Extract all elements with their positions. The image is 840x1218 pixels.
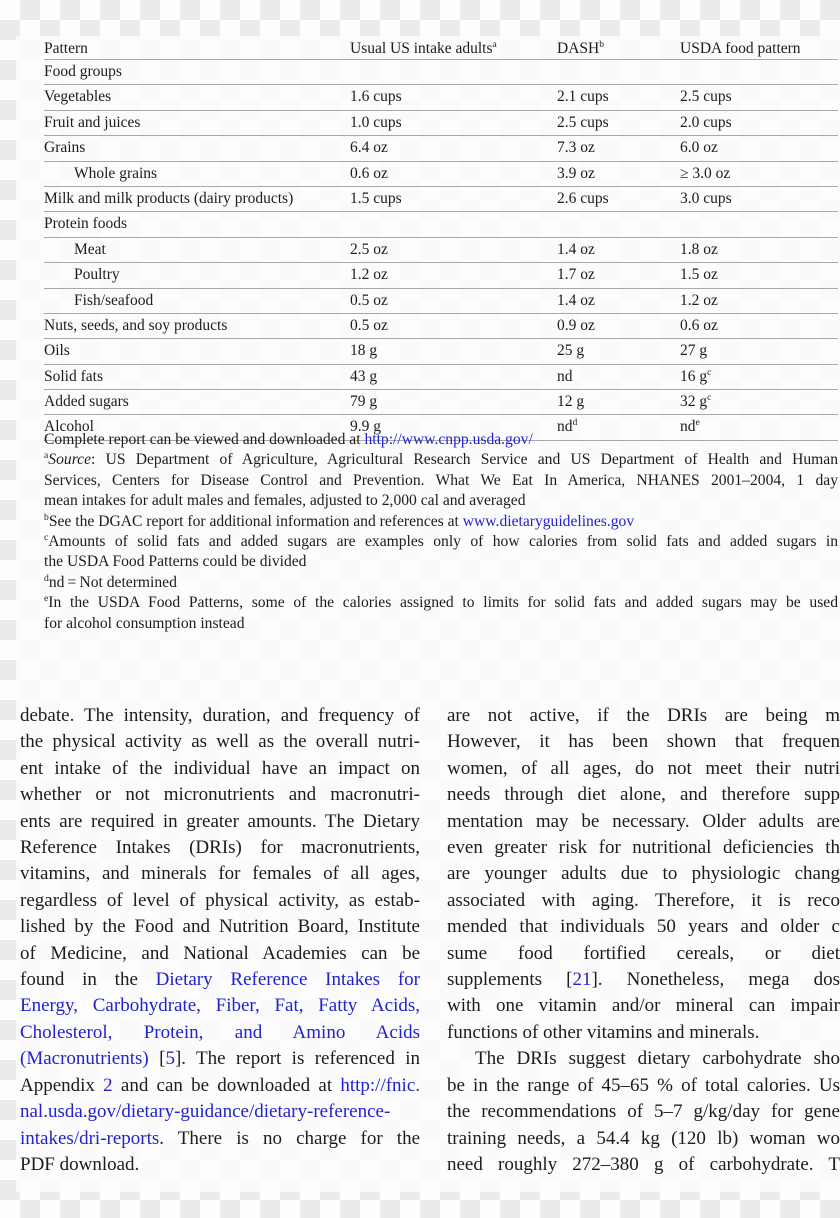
body-text-line <box>20 1152 420 1178</box>
body-text-line <box>447 967 840 993</box>
text-run: In the USDA Food Patterns, some of the calories assigned to limits for solid fats and added sugars may be used <box>48 594 838 612</box>
text-run: 2.0 cups <box>680 113 732 131</box>
table-row <box>44 390 838 415</box>
text-run: nd = Not determined <box>48 573 177 591</box>
body-text-line <box>447 782 840 808</box>
column-header <box>680 38 801 59</box>
footnote-marker: d <box>44 572 49 584</box>
text-run: 27 g <box>680 342 708 360</box>
text-run: 2.5 cups <box>557 113 609 131</box>
text-run: 1.6 cups <box>350 88 402 106</box>
body-text-line <box>20 1126 420 1152</box>
text-run: 2.1 cups <box>557 88 609 106</box>
superscript-note: b <box>599 38 604 50</box>
cell-value <box>557 339 584 363</box>
text-run: Appendix <box>20 1074 104 1096</box>
text-run: 9.9 g <box>350 418 381 436</box>
text-run: Usual US intake adults <box>350 40 493 57</box>
footnote-line <box>44 430 838 450</box>
cell-value <box>680 136 718 160</box>
text-run: for alcohol consumption instead <box>44 614 245 632</box>
row-label <box>44 162 157 186</box>
text-run: found in the <box>20 969 156 991</box>
row-label <box>44 187 293 211</box>
row-label <box>44 390 129 414</box>
text-run: mended that individuals 50 years and older c <box>447 916 840 938</box>
row-label <box>44 136 85 160</box>
column-header <box>44 38 88 59</box>
text-run: 0.5 oz <box>350 316 388 334</box>
cell-value <box>350 111 402 135</box>
text-run: Reference Intakes (DRIs) for macronutrients, <box>20 837 420 859</box>
cell-value <box>350 314 388 338</box>
text-run: debate. The intensity, duration, and frequency of <box>20 705 420 726</box>
text-run: ]. Nonetheless, mega dos <box>591 969 840 991</box>
text-run: 1.5 cups <box>350 189 402 207</box>
row-label <box>44 289 153 313</box>
text-run: 0.6 oz <box>680 316 718 334</box>
text-run: Food groups <box>44 63 122 80</box>
text-run: 43 g <box>350 367 378 385</box>
cell-value <box>350 263 388 287</box>
text-run: Added sugars <box>44 393 129 411</box>
table-row <box>44 162 838 187</box>
cell-value <box>680 289 718 313</box>
text-run: need roughly 272–380 g of carbohydrate. T <box>447 1153 840 1175</box>
cell-value <box>350 162 388 186</box>
superscript-note: e <box>695 417 700 429</box>
footnote-marker: b <box>44 511 49 523</box>
text-run: Amounts of solid fats and added sugars are examples only of how calories from solid fats and added sugars in <box>48 533 838 551</box>
hyperlink[interactable]: Cholesterol, Protein, and Amino Acids <box>20 1021 420 1043</box>
cell-value <box>350 187 402 211</box>
text-run: [ <box>148 1048 166 1070</box>
text-run: ]. The report is referenced in <box>174 1048 420 1070</box>
text-run: 1.8 oz <box>680 240 718 258</box>
body-text-line <box>20 993 420 1019</box>
column-header <box>557 38 604 59</box>
text-run: However, it has been shown that frequen <box>447 731 840 753</box>
text-run: be in the range of 45–65 % of total calories. Us <box>447 1074 840 1096</box>
body-text-line <box>20 809 420 835</box>
superscript-note: a <box>492 38 497 50</box>
table-row <box>44 85 838 110</box>
text-run: Milk and milk products (dairy products) <box>44 189 294 207</box>
text-run: 6.4 oz <box>350 139 388 157</box>
text-run: 0.6 oz <box>350 164 388 182</box>
text-run: nd <box>557 367 573 385</box>
cell-value <box>557 111 609 135</box>
hyperlink[interactable]: 5 <box>165 1048 175 1070</box>
body-text-line <box>447 756 840 782</box>
text-run: Solid fats <box>44 367 103 385</box>
text-run: 2.5 cups <box>680 88 732 106</box>
body-text-line <box>447 1099 840 1125</box>
row-label <box>44 212 127 236</box>
row-label <box>44 111 140 135</box>
row-label <box>44 238 106 262</box>
text-run: women, of all ages, do not meet their nutri <box>447 757 840 779</box>
text-run: ≥ 3.0 oz <box>680 164 731 182</box>
row-label <box>44 263 120 287</box>
text-run: are younger adults due to physiologic chang <box>447 863 840 885</box>
text-run: regardless of level of physical activity, as estab- <box>20 889 420 911</box>
cell-value <box>350 136 388 160</box>
text-run: lished by the Food and Nutrition Board, Institute <box>20 916 420 938</box>
text-run: Fish/seafood <box>74 291 154 309</box>
text-run: with one vitamin and/or mineral can impair <box>447 995 840 1017</box>
text-run: supplements [ <box>447 969 573 991</box>
text-run: Oils <box>44 342 70 360</box>
table-row <box>44 339 838 364</box>
text-run: are not active, if the DRIs are being m <box>447 705 840 726</box>
text-run: Whole grains <box>74 164 158 182</box>
hyperlink[interactable]: Dietary Reference Intakes for <box>155 969 420 991</box>
cell-value <box>350 339 377 363</box>
superscript-note: d <box>572 417 578 429</box>
table-row <box>44 289 838 314</box>
body-text-line <box>20 782 420 808</box>
table-row <box>44 187 838 212</box>
table-body <box>44 60 838 441</box>
text-run: 7.3 oz <box>557 139 595 157</box>
table-section-row <box>44 212 838 237</box>
footnote-line <box>44 491 838 511</box>
text-run: mentation may be necessary. Older adults are <box>447 810 840 832</box>
row-label <box>44 60 122 84</box>
cell-value <box>680 365 711 389</box>
text-run: Nuts, seeds, and soy products <box>44 316 228 334</box>
cell-value <box>557 365 573 389</box>
footnote-line <box>44 573 838 593</box>
table-row <box>44 111 838 136</box>
footnote-line <box>44 471 838 491</box>
text-run: nd <box>680 418 696 436</box>
footnote-marker: a <box>44 450 49 462</box>
dietary-patterns-table <box>44 38 838 441</box>
text-run: 25 g <box>557 342 585 360</box>
text-run: 1.4 oz <box>557 240 595 258</box>
body-text-line <box>447 941 840 967</box>
text-run: Meat <box>74 240 106 258</box>
text-run: 0.9 oz <box>557 316 595 334</box>
cell-value <box>557 187 609 211</box>
body-text-line <box>20 967 420 993</box>
cell-value <box>680 85 732 109</box>
text-run: and can be downloaded at <box>112 1074 341 1096</box>
body-text-line <box>20 1046 420 1072</box>
table-row <box>44 365 838 390</box>
text-run: USDA food pattern <box>680 40 801 57</box>
body-text-line <box>447 835 840 861</box>
text-run: See the DGAC report for additional information and references at <box>48 512 463 530</box>
text-run: associated with aging. Therefore, it is reco <box>447 889 840 911</box>
footnote-line <box>44 552 838 572</box>
text-run: 1.7 oz <box>557 266 595 284</box>
hyperlink[interactable]: nal.usda.gov/dietary-guidance/dietary-reference- <box>20 1101 391 1123</box>
table-row <box>44 238 838 263</box>
body-text-line <box>20 729 420 755</box>
body-text-line <box>20 1073 420 1099</box>
text-run: Vegetables <box>44 88 112 106</box>
text-run: Source <box>48 451 92 469</box>
text-run: of Medicine, and National Academies can be <box>20 942 420 964</box>
cell-value <box>557 136 595 160</box>
table-section-row <box>44 60 838 85</box>
text-run: needs through diet alone, and therefore supp <box>447 784 840 806</box>
text-run: 1.5 oz <box>680 266 718 284</box>
cell-value <box>557 314 595 338</box>
cell-value <box>350 390 377 414</box>
body-text-line <box>447 1046 840 1072</box>
text-run: Fruit and juices <box>44 113 141 131</box>
footnote-line <box>44 450 838 470</box>
cell-value <box>557 289 595 313</box>
text-run: Services, Centers for Disease Control and Prevention. What We Eat In America, NHANES 2001–2004, 1 day <box>44 471 838 489</box>
body-text-line <box>20 941 420 967</box>
body-text-line <box>447 703 840 729</box>
hyperlink[interactable]: http://fnic. <box>340 1074 421 1096</box>
cell-value <box>680 187 732 211</box>
row-label <box>44 85 111 109</box>
body-text-line <box>447 914 840 940</box>
cell-value <box>680 263 718 287</box>
body-text-line <box>447 809 840 835</box>
text-run: the recommendations of 5–7 g/kg/day for gene <box>447 1101 840 1123</box>
body-text-line <box>20 703 420 729</box>
footnote-line <box>44 614 838 634</box>
text-run: Grains <box>44 139 86 157</box>
footnote-marker: e <box>44 593 49 605</box>
text-run: vitamins, and minerals for females of all ages, <box>20 863 420 885</box>
table-row <box>44 263 838 288</box>
text-run: . There is no charge for the <box>159 1127 420 1149</box>
cell-value <box>557 238 595 262</box>
body-text-line <box>20 888 420 914</box>
cell-value <box>350 289 388 313</box>
text-run: ents are required in greater amounts. The Dietary <box>20 810 420 832</box>
text-run: functions of other vitamins and minerals. <box>447 1021 760 1043</box>
body-text-line <box>447 1020 840 1046</box>
text-run: 12 g <box>557 393 585 411</box>
footnote-line <box>44 593 838 613</box>
body-text-line <box>447 861 840 887</box>
cell-value <box>680 339 707 363</box>
cell-value <box>350 85 402 109</box>
body-text-line <box>447 1073 840 1099</box>
cell-value <box>680 238 718 262</box>
superscript-note: c <box>707 391 712 403</box>
body-text-left-column <box>20 703 420 1178</box>
body-text-line <box>447 1126 840 1152</box>
text-run: nd <box>557 418 573 436</box>
hyperlink[interactable]: Energy, Carbohydrate, Fiber, Fat, Fatty Acids, <box>20 995 420 1017</box>
body-text-line <box>20 1020 420 1046</box>
text-run: 79 g <box>350 393 378 411</box>
table-footnotes <box>44 430 838 634</box>
text-run: Complete report can be viewed and downloaded at <box>44 431 365 448</box>
hyperlink[interactable]: (Macronutrients) <box>20 1048 149 1070</box>
footnote-marker: c <box>44 531 49 543</box>
body-text-line <box>20 861 420 887</box>
text-run: 1.2 oz <box>350 266 388 284</box>
text-run: mean intakes for adult males and females, adjusted to 2,000 cal and averaged <box>44 492 526 510</box>
text-run: PDF download. <box>20 1153 140 1175</box>
text-run: Pattern <box>44 40 88 57</box>
text-run: The DRIs suggest dietary carbohydrate sho <box>475 1048 840 1070</box>
text-run: 32 g <box>680 393 708 411</box>
cell-value <box>557 162 595 186</box>
footnote-line <box>44 532 838 552</box>
text-run: even greater risk for nutritional deficiencies th <box>447 837 840 859</box>
text-run: 1.0 cups <box>350 113 402 131</box>
text-run: 16 g <box>680 367 708 385</box>
text-run: training needs, a 54.4 kg (120 lb) woman wo <box>447 1127 840 1149</box>
table-row <box>44 136 838 161</box>
text-run: Poultry <box>74 266 120 284</box>
text-run: Alcohol <box>44 418 94 436</box>
text-run: sume food fortified cereals, or diet <box>447 942 840 964</box>
cell-value <box>680 314 718 338</box>
text-run: the physical activity as well as the overall nutri- <box>20 731 420 753</box>
body-text-line <box>20 756 420 782</box>
hyperlink[interactable]: 21 <box>572 969 592 991</box>
text-run: ent intake of the individual have an impact on <box>20 757 420 779</box>
table-header-row <box>44 38 838 60</box>
body-text-line <box>20 1099 420 1125</box>
body-text-line <box>447 888 840 914</box>
body-text-line <box>447 1152 840 1178</box>
body-text-right-column <box>447 703 840 1178</box>
hyperlink[interactable]: intakes/dri-reports <box>20 1127 160 1149</box>
hyperlink[interactable]: 2 <box>103 1074 113 1096</box>
text-run: DASH <box>557 40 600 57</box>
text-run: whether or not micronutrients and macronutri- <box>20 784 420 806</box>
text-run: 2.6 cups <box>557 189 609 207</box>
text-run: 1.2 oz <box>680 291 718 309</box>
text-run: 0.5 oz <box>350 291 388 309</box>
text-run: Protein foods <box>44 215 128 233</box>
cell-value <box>680 111 732 135</box>
cell-value <box>557 85 609 109</box>
text-run: 1.4 oz <box>557 291 595 309</box>
text-run: 2.5 oz <box>350 240 388 258</box>
footnote-line <box>44 512 838 532</box>
cell-value <box>680 162 730 186</box>
text-run: 3.9 oz <box>557 164 595 182</box>
cell-value <box>557 263 595 287</box>
text-run: 3.0 cups <box>680 189 732 207</box>
row-label <box>44 339 70 363</box>
cell-value <box>557 390 584 414</box>
cell-value <box>350 365 377 389</box>
row-label <box>44 365 103 389</box>
body-text-line <box>20 914 420 940</box>
superscript-note: c <box>707 366 712 378</box>
cell-value <box>350 238 388 262</box>
body-text-line <box>447 993 840 1019</box>
table-row <box>44 314 838 339</box>
text-run: the USDA Food Patterns could be divided <box>44 553 307 571</box>
column-header <box>350 38 497 59</box>
hyperlink[interactable]: http://www.cnpp.usda.gov/ <box>364 431 533 448</box>
body-text-line <box>447 729 840 755</box>
hyperlink[interactable]: www.dietaryguidelines.gov <box>462 512 635 530</box>
cell-value <box>680 390 711 414</box>
text-run: : US Department of Agriculture, Agricultural Research Service and US Department of Health and Human <box>91 451 838 469</box>
text-run: 6.0 oz <box>680 139 718 157</box>
body-text-line <box>20 835 420 861</box>
row-label <box>44 314 227 338</box>
text-run: 18 g <box>350 342 378 360</box>
